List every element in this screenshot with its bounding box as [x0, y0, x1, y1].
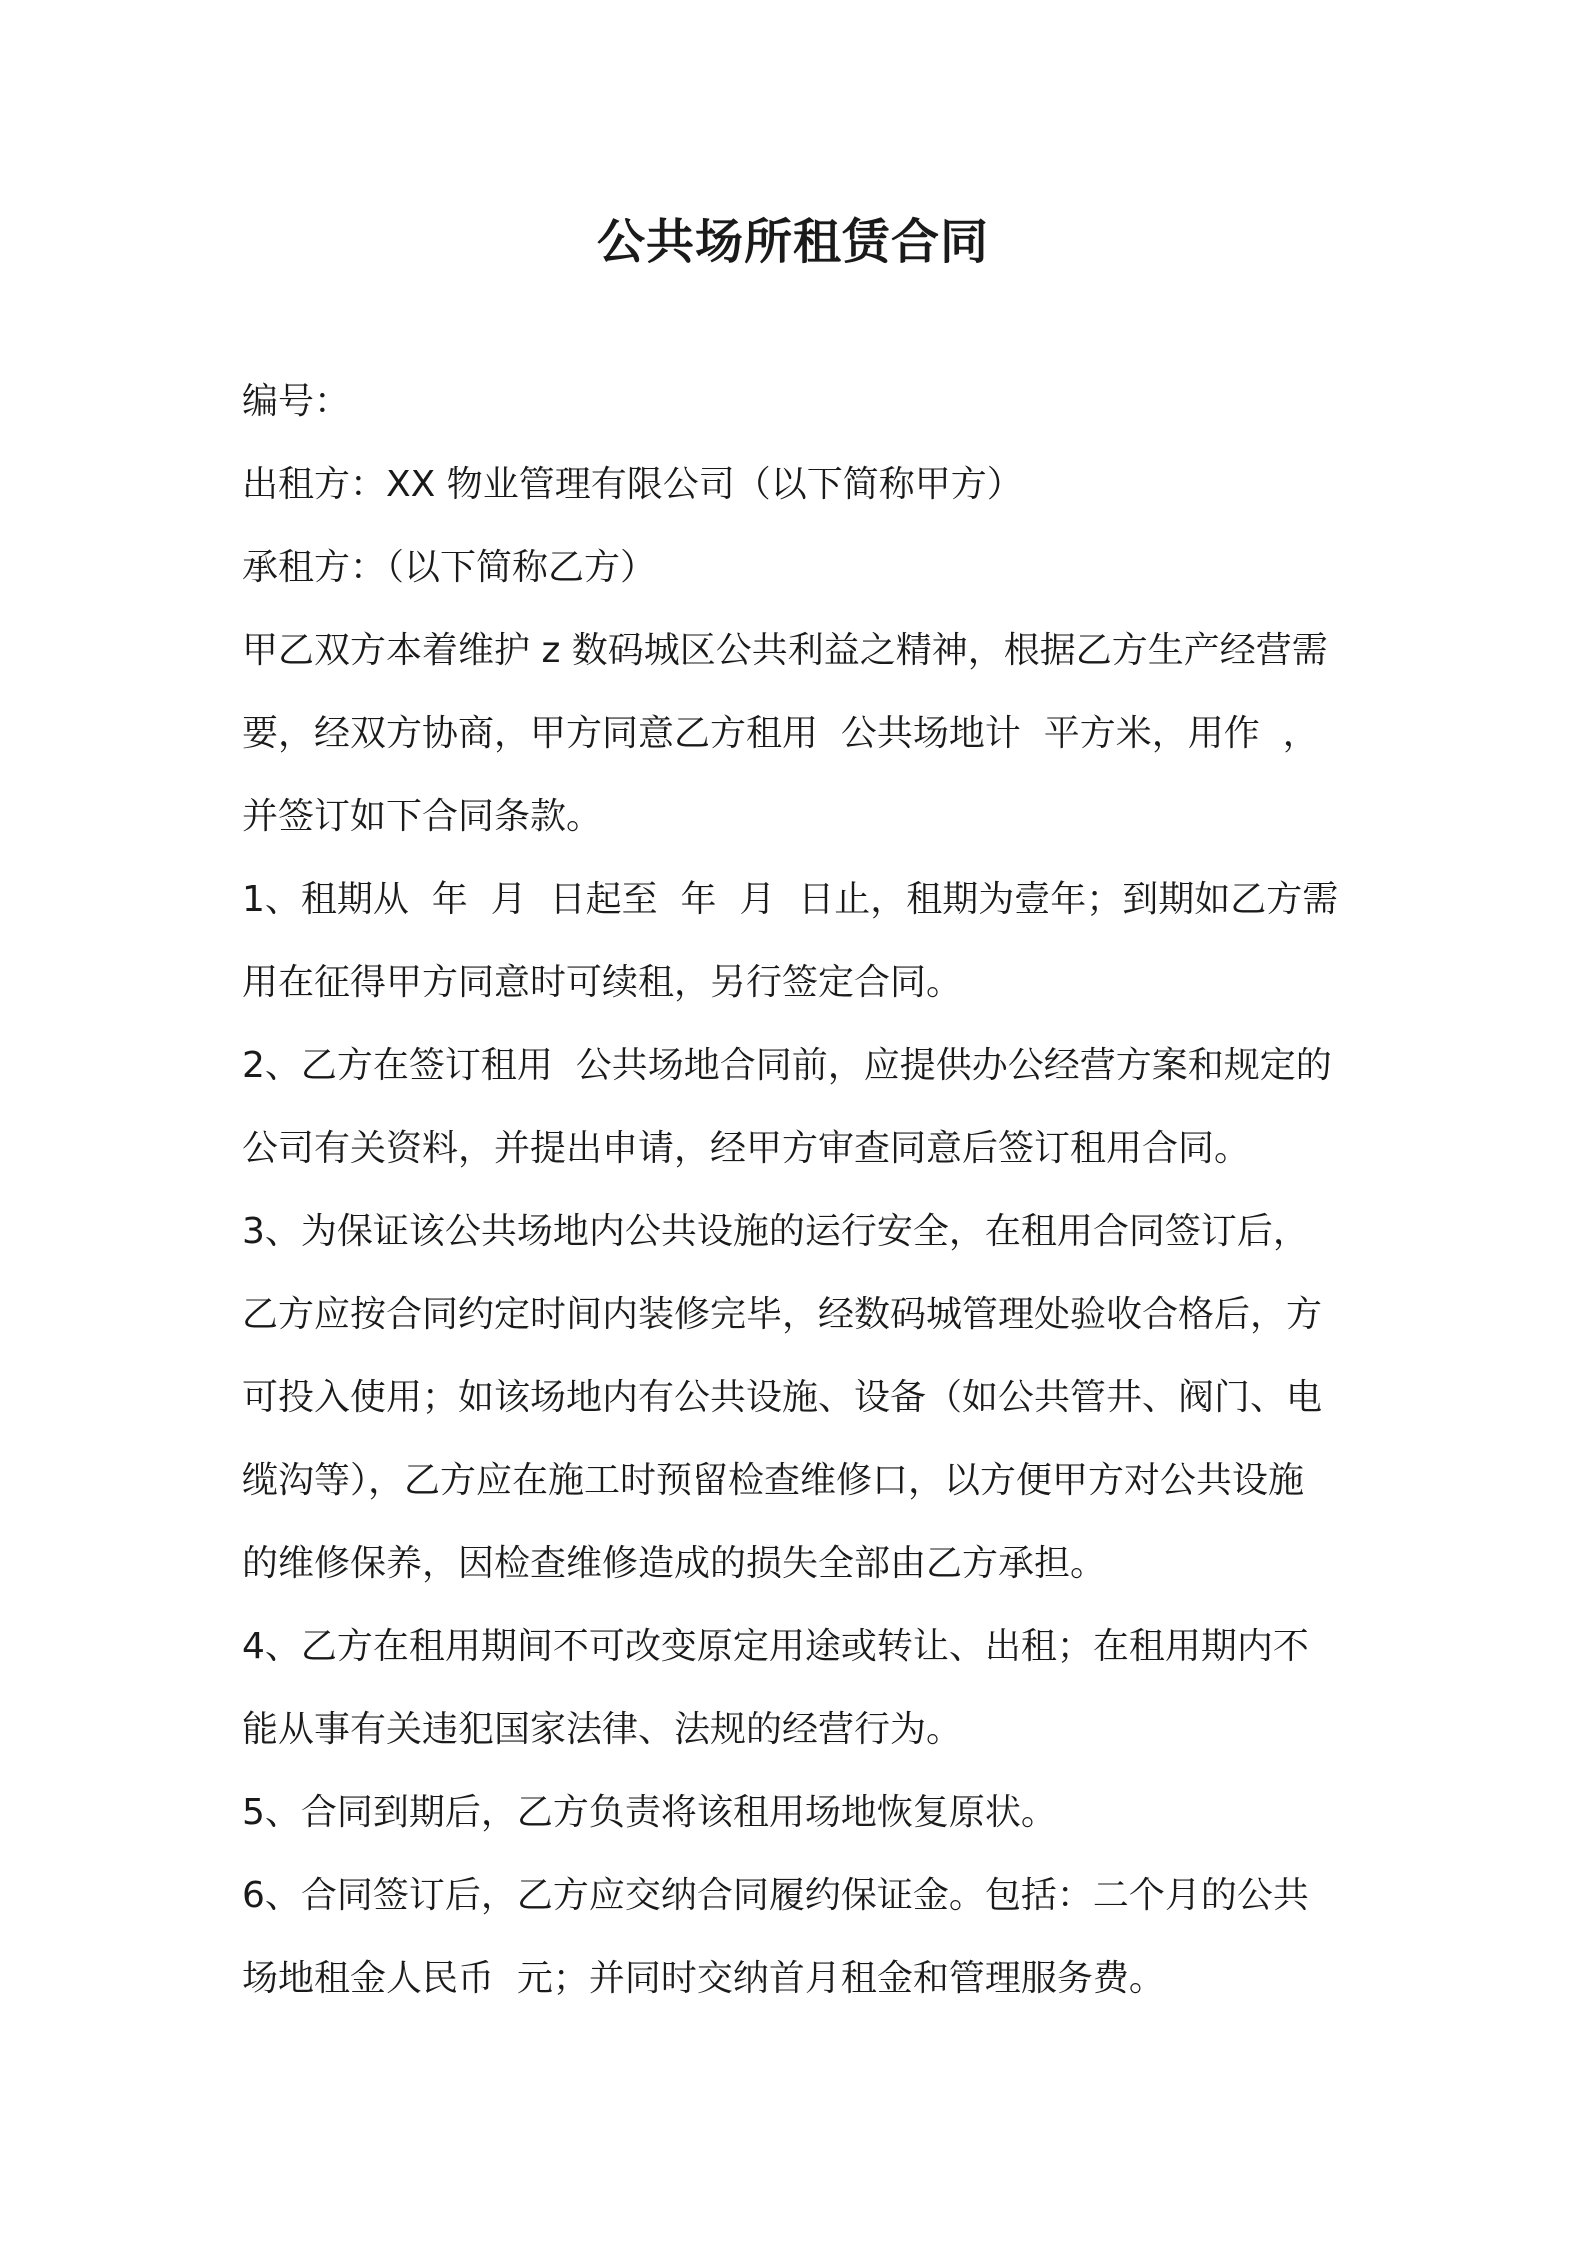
lessee-line: 承租方：（以下简称乙方） — [242, 547, 657, 588]
clause-1-line-2: 用在征得甲方同意时可续租，另行签定合同。 — [242, 962, 963, 1003]
clause-3-line-5: 的维修保养，因检查维修造成的损失全部由乙方承担。 — [242, 1543, 1107, 1584]
clause-3-line-3: 可投入使用；如该场地内有公共设施、设备（如公共管井、阀门、电 — [242, 1377, 1323, 1418]
preamble-line-1: 甲乙双方本着维护 z 数码城区公共利益之精神，根据乙方生产经营需 — [242, 630, 1328, 671]
clause-3-line-4: 缆沟等），乙方应在施工时预留检查维修口，以方便甲方对公共设施 — [242, 1460, 1305, 1501]
clause-6-line-1: 6、合同签订后，乙方应交纳合同履约保证金。包括：二个月的公共 — [242, 1875, 1309, 1916]
document-body — [242, 360, 1362, 2020]
clause-6-line-2: 场地租金人民币 元；并同时交纳首月租金和管理服务费。 — [242, 1958, 1165, 1999]
clause-2-line-2: 公司有关资料，并提出申请，经甲方审查同意后签订租用合同。 — [242, 1128, 1251, 1169]
clause-4-line-2: 能从事有关违犯国家法律、法规的经营行为。 — [242, 1709, 963, 1750]
clause-4-line-1: 4、乙方在租用期间不可改变原定用途或转让、出租；在租用期内不 — [242, 1626, 1309, 1667]
clause-3-line-1: 3、为保证该公共场地内公共设施的运行安全，在租用合同签订后， — [242, 1211, 1309, 1252]
document-title: 公共场所租赁合同 — [596, 214, 989, 270]
clause-5-line-1: 5、合同到期后，乙方负责将该租用场地恢复原状。 — [242, 1792, 1057, 1833]
preamble-line-2: 要，经双方协商，甲方同意乙方租用 公共场地计 平方米，用作 ， — [242, 713, 1319, 754]
lessor-line: 出租方：XX 物业管理有限公司（以下简称甲方） — [242, 464, 1023, 505]
clause-1-line-1: 1、租期从 年 月 日起至 年 月 日止，租期为壹年；到期如乙方需 — [242, 879, 1339, 920]
preamble-line-3: 并签订如下合同条款。 — [242, 796, 603, 837]
clause-2-line-1: 2、乙方在签订租用 公共场地合同前，应提供办公经营方案和规定的 — [242, 1045, 1332, 1086]
contract-number-line: 编号： — [242, 381, 351, 422]
clause-3-line-2: 乙方应按合同约定时间内装修完毕，经数码城管理处验收合格后，方 — [242, 1294, 1323, 1335]
